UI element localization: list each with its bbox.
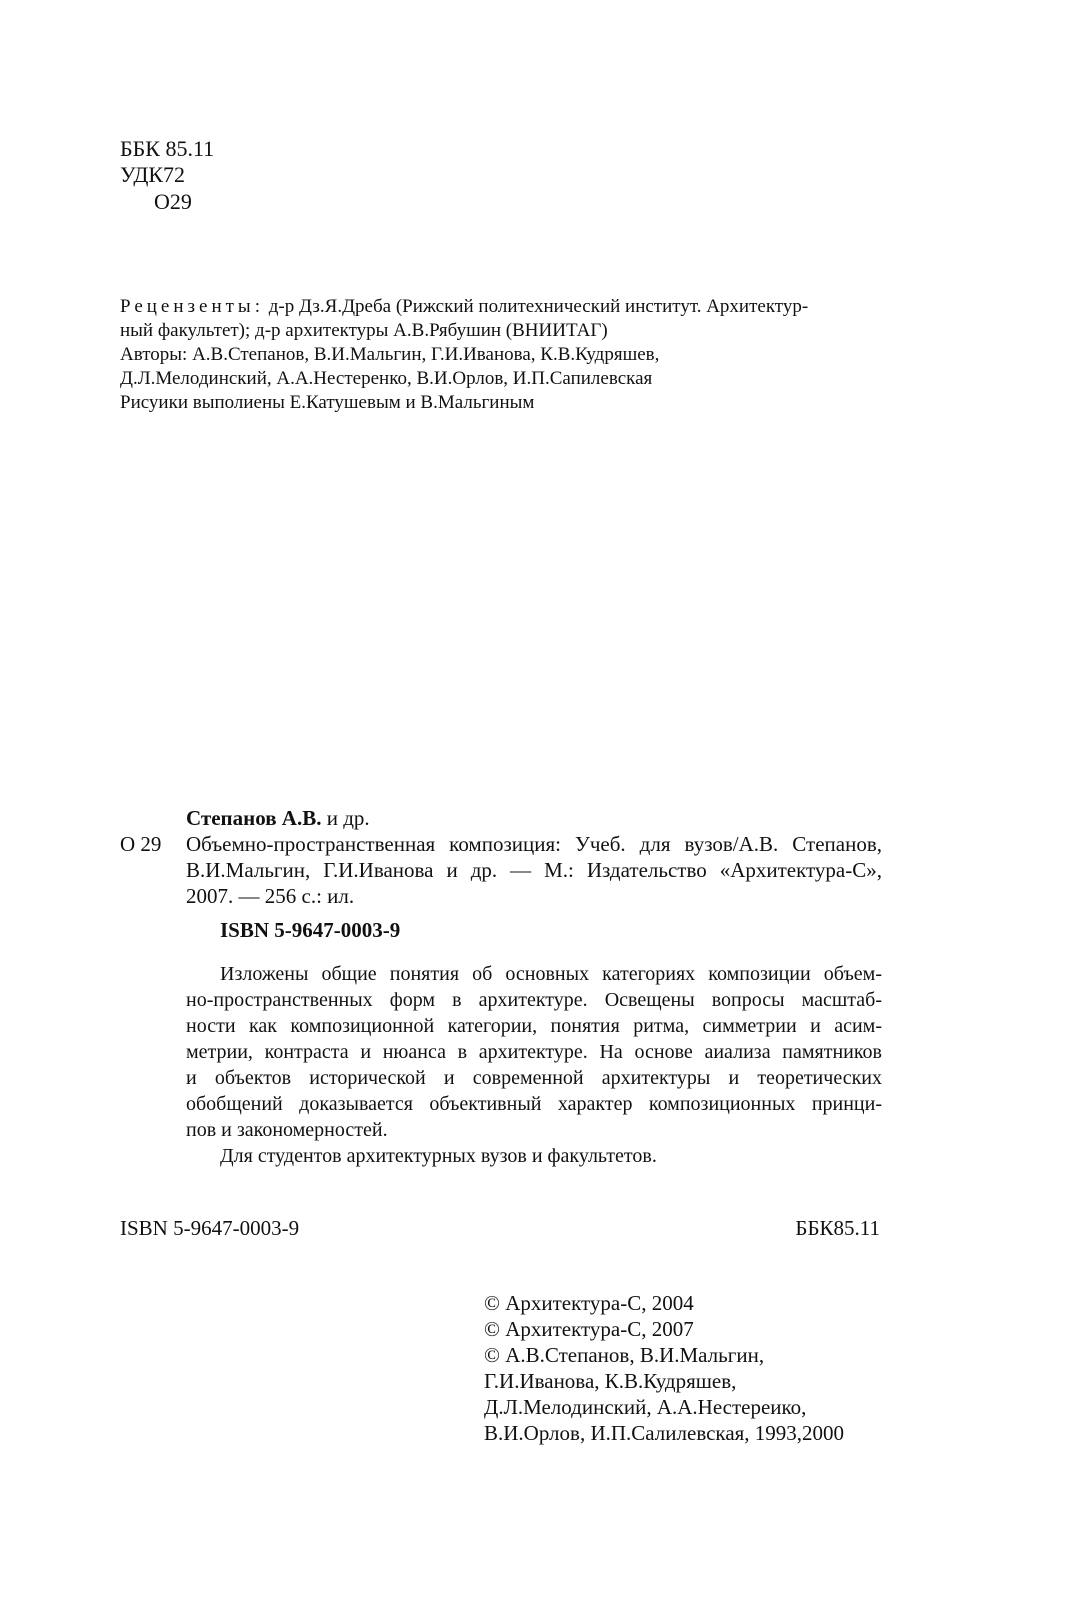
bbk-code: ББК 85.11 [120, 136, 215, 161]
abstract-line: обобщений доказывается объективный характер композиционных принци- [186, 1093, 882, 1115]
biblio-author: Степанов А.В. [186, 806, 322, 830]
biblio-line-3: 2007. — 256 с.: ил. [186, 884, 355, 908]
copyright-line: © Архитектура-С, 2004 [484, 1291, 694, 1315]
biblio-author-rest: и др. [321, 806, 370, 830]
abstract-line: Изложены общие понятия об основных категориях композиции объем- [220, 963, 882, 985]
biblio-author-line [186, 808, 370, 829]
bottom-isbn: ISBN 5-9647-0003-9 [120, 1216, 300, 1240]
biblio-line-2: В.И.Мальгин, Г.И.Иванова и др. — М.: Издательство «Архитектура-С», [186, 858, 882, 882]
copyright-line: Д.Л.Мелодинский, А.А.Нестереико, [484, 1395, 807, 1419]
reviewers-line-1 [120, 297, 880, 316]
illustrations-credit: Рисуики выполиены Е.Катушевым и В.Мальгиным [120, 392, 535, 413]
authors-line-2: Д.Л.Мелодинский, А.А.Нестеренко, В.И.Орлов, И.П.Сапилевская [120, 368, 653, 389]
bottom-bbk: ББК85.11 [795, 1216, 880, 1240]
abstract-line: ности как композиционной категории, понятия ритма, симметрии и асим- [186, 1015, 882, 1037]
reviewers-text-1: д-р Дз.Я.Дреба (Рижский политехнический институт. Архитектур- [263, 296, 809, 317]
audience-line: Для студентов архитектурных вузов и факультетов. [220, 1145, 657, 1167]
copyright-line: В.И.Орлов, И.П.Салилевская, 1993,2000 [484, 1421, 845, 1445]
abstract-line: но-пространственных форм в архитектуре. Освещены вопросы масштаб- [186, 989, 882, 1011]
biblio-isbn: ISBN 5-9647-0003-9 [220, 918, 401, 942]
copyright-line: Г.И.Иванова, К.В.Кудряшев, [484, 1369, 737, 1393]
author-mark-code: О29 [154, 189, 192, 214]
biblio-code: О 29 [120, 832, 162, 856]
udk-code: УДК72 [120, 162, 186, 187]
reviewers-label: Рецензенты: [120, 296, 264, 317]
reviewers-line-2: ный факультет); д-р архитектуры А.В.Рябушин (ВНИИТАГ) [120, 320, 608, 341]
authors-line-1: Авторы: А.В.Степанов, В.И.Мальгин, Г.И.Иванова, К.В.Кудряшев, [120, 344, 660, 365]
abstract-line: метрии, контраста и нюанса в архитектуре. На основе аиализа памятников [186, 1041, 882, 1063]
copyright-line: © А.В.Степанов, В.И.Мальгин, [484, 1343, 765, 1367]
copyright-line: © Архитектура-С, 2007 [484, 1317, 694, 1341]
abstract-line: и объектов исторической и современной архитектуры и теоретических [186, 1067, 882, 1089]
biblio-line-1: Объемно-пространственная композиция: Учеб. для вузов/А.В. Степанов, [186, 832, 882, 856]
abstract-line: пов и закономерностей. [186, 1119, 388, 1141]
